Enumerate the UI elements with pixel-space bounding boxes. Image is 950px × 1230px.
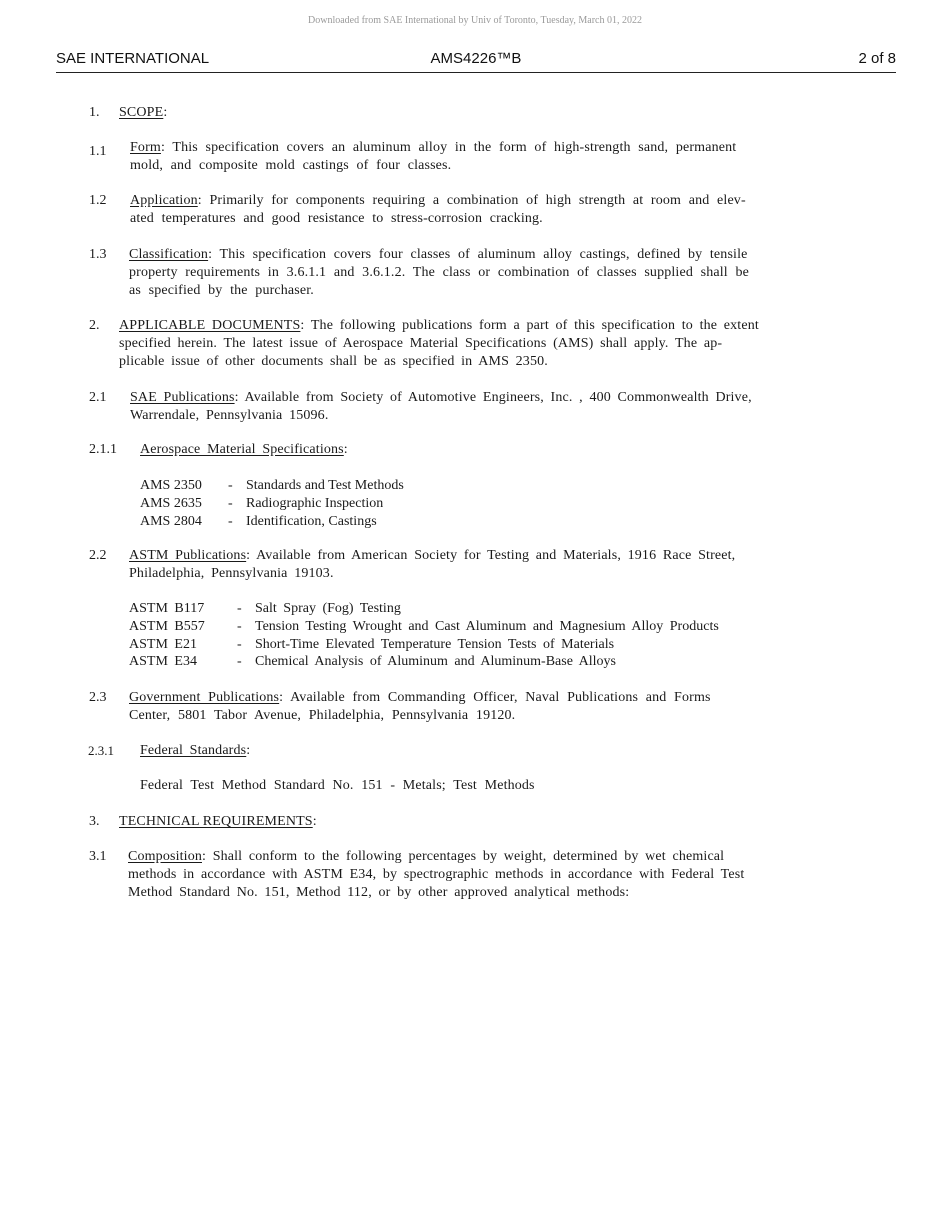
section-1-1-title: Form (130, 140, 161, 155)
section-3-1-title: Composition (128, 849, 202, 864)
reference-description: Tension Testing Wrought and Cast Aluminum and Magnesium Alloy Products (255, 618, 719, 634)
section-3-number: 3. (89, 814, 100, 829)
section-1-2-title: Application (130, 193, 198, 208)
section-3-1-paragraph (128, 848, 848, 902)
section-2-1-1-number: 2.1.1 (89, 442, 117, 457)
reference-description: Radiographic Inspection (246, 495, 384, 511)
section-2-3-1-title: Federal Standards (140, 743, 247, 758)
section-3-1-line2: methods in accordance with ASTM E34, by spectrographic methods in accordance with Federal Test (128, 867, 745, 882)
section-1-colon: : (163, 105, 168, 120)
section-2-1-1-colon: : (343, 442, 348, 457)
section-2-1-title: SAE Publications (130, 390, 235, 405)
reference-description: Short-Time Elevated Temperature Tension Tests of Materials (255, 636, 615, 652)
reference-dash: - (228, 478, 233, 493)
reference-row (140, 495, 404, 513)
section-2-3-1-heading (140, 742, 250, 760)
section-2-1-1-title: Aerospace Material Specifications (140, 442, 344, 457)
section-3-1-number: 3.1 (89, 849, 107, 864)
reference-code: ASTM E21 (129, 636, 197, 652)
reference-description: Chemical Analysis of Aluminum and Aluminum-Base Alloys (255, 654, 616, 670)
section-2-3-1-colon: : (246, 743, 251, 758)
section-1-3-title: Classification (129, 247, 209, 262)
section-1-1-paragraph (130, 139, 830, 175)
header-doc-id: AMS4226™B (430, 50, 522, 67)
reference-row (129, 600, 719, 618)
section-1-1-line1: : This specification covers an aluminum alloy in the form of high-strength sand, permanent (160, 140, 737, 155)
section-1-3-number: 1.3 (89, 247, 107, 262)
section-3-title: TECHNICAL REQUIREMENTS (119, 814, 313, 829)
reference-code: ASTM E34 (129, 654, 197, 670)
section-2-title: APPLICABLE DOCUMENTS (119, 318, 301, 333)
section-2-3-line1: : Available from Commanding Officer, Naval Publications and Forms (279, 690, 711, 705)
section-1-number: 1. (89, 105, 100, 120)
reference-description: Salt Spray (Fog) Testing (255, 601, 401, 616)
section-2-1-number: 2.1 (89, 390, 107, 405)
page-header (56, 49, 896, 73)
header-org: SAE INTERNATIONAL (56, 50, 210, 67)
section-2-1-line2: Warrendale, Pennsylvania 15096. (130, 408, 329, 423)
reference-description: Identification, Castings (246, 513, 377, 529)
section-2-2-line2: Philadelphia, Pennsylvania 19103. (129, 566, 334, 581)
reference-row (140, 477, 404, 495)
section-1-3-line2: property requirements in 3.6.1.1 and 3.6.1.2. The class or combination of classes supplied shall be (129, 265, 749, 280)
section-1-1-line2: mold, and composite mold castings of four classes. (130, 158, 452, 173)
section-2-3-title: Government Publications (129, 690, 280, 705)
reference-code: ASTM B117 (129, 601, 205, 616)
section-1-2-paragraph (130, 192, 830, 228)
reference-dash: - (237, 618, 242, 634)
section-1-title: SCOPE (119, 105, 164, 120)
reference-row (140, 513, 404, 531)
reference-code: AMS 2804 (140, 513, 202, 529)
section-1-3-line1: : This specification covers four classes of aluminum alloy castings, defined by tensile (208, 247, 748, 262)
section-1-2-line2: ated temperatures and good resistance to stress-corrosion cracking. (130, 211, 543, 226)
section-2-1-paragraph (130, 389, 840, 425)
section-3-1-line1: : Shall conform to the following percentages by weight, determined by wet chemical (202, 849, 725, 864)
section-1-heading (119, 104, 167, 122)
reference-dash: - (228, 495, 233, 511)
reference-dash: - (237, 636, 242, 652)
download-watermark: Downloaded from SAE International by Univ of Toronto, Tuesday, March 01, 2022 (308, 15, 642, 26)
reference-row (129, 636, 719, 654)
reference-code: ASTM B557 (129, 618, 205, 634)
section-1-2-line1: : Primarily for components requiring a combination of high strength at room and elev- (197, 193, 746, 208)
reference-code: AMS 2635 (140, 495, 202, 511)
section-2-2-number: 2.2 (89, 548, 107, 563)
section-2-1-1-heading (140, 441, 348, 459)
section-2-3-number: 2.3 (89, 690, 107, 705)
section-3-colon: : (312, 814, 317, 829)
ams-reference-list (140, 477, 404, 530)
section-2-line1: : The following publications form a part of this specification to the extent (300, 318, 759, 333)
section-2-2-title: ASTM Publications (129, 548, 247, 563)
section-1-3-paragraph (129, 246, 849, 300)
section-2-number: 2. (89, 318, 100, 333)
reference-code: AMS 2350 (140, 478, 202, 493)
astm-reference-list (129, 600, 719, 671)
section-1-1-number: 1.1 (89, 144, 107, 159)
section-2-3-line2: Center, 5801 Tabor Avenue, Philadelphia, Pennsylvania 19120. (129, 708, 516, 723)
section-3-heading (119, 813, 317, 831)
section-2-1-line1: : Available from Society of Automotive Engineers, Inc. , 400 Commonwealth Drive, (234, 390, 752, 405)
section-1-3-line3: as specified by the purchaser. (129, 283, 314, 298)
section-3-1-line3: Method Standard No. 151, Method 112, or by other approved analytical methods: (128, 885, 630, 900)
section-2-2-line1: : Available from American Society for Testing and Materials, 1916 Race Street, (246, 548, 736, 563)
section-2-line3: plicable issue of other documents shall be as specified in AMS 2350. (119, 354, 548, 369)
section-2-3-paragraph (129, 689, 829, 725)
reference-description: Standards and Test Methods (246, 478, 404, 493)
reference-dash: - (228, 513, 233, 529)
reference-row (129, 653, 719, 671)
federal-standard-item: Federal Test Method Standard No. 151 - Metals; Test Methods (140, 778, 535, 793)
section-2-paragraph (119, 317, 839, 371)
reference-row (129, 618, 719, 636)
header-page-number: 2 of 8 (858, 50, 896, 67)
reference-dash: - (237, 601, 242, 616)
reference-dash: - (237, 654, 242, 670)
section-2-line2: specified herein. The latest issue of Aerospace Material Specifications (AMS) shall apply. The ap- (119, 336, 723, 351)
section-2-3-1-number: 2.3.1 (88, 743, 114, 758)
section-1-2-number: 1.2 (89, 193, 107, 208)
section-2-2-paragraph (129, 547, 849, 583)
